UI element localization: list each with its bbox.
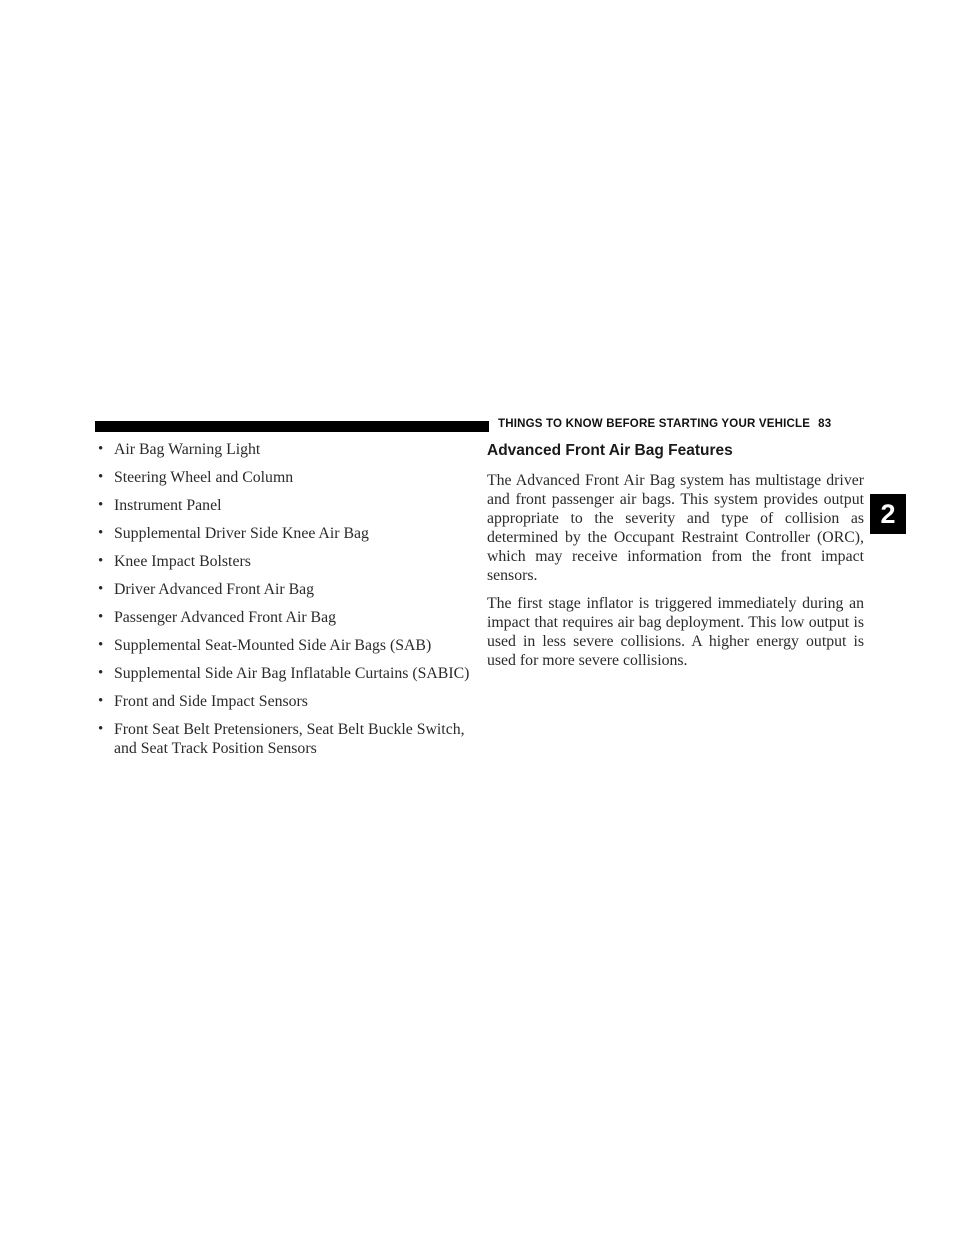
list-item	[96, 440, 481, 459]
list-item-text: Driver Advanced Front Air Bag	[114, 581, 315, 598]
list-item	[96, 552, 481, 571]
list-item	[96, 664, 481, 683]
list-item-text: Knee Impact Bolsters	[114, 553, 251, 570]
section-title: Advanced Front Air Bag Features	[487, 442, 733, 459]
list-item	[96, 692, 481, 711]
list-item	[96, 636, 481, 655]
component-list	[96, 440, 481, 767]
list-item	[96, 468, 481, 487]
list-item-text: Supplemental Seat-Mounted Side Air Bags (SAB)	[114, 637, 432, 654]
list-item	[96, 580, 481, 599]
list-item-text: Air Bag Warning Light	[114, 441, 261, 458]
list-item-text: Instrument Panel	[114, 497, 222, 514]
paragraph: The Advanced Front Air Bag system has multistage driver and front passenger air bags. This system provides output appropriate to the severity and type of collision as determined by the Occupant Restraint Controller (ORC), which may receive information from the front impact sensors.	[487, 472, 864, 584]
bullet-icon: •	[98, 553, 104, 569]
list-item	[96, 720, 481, 758]
chapter-tab: 2	[870, 494, 906, 534]
running-header	[498, 418, 831, 430]
list-item-text: Passenger Advanced Front Air Bag	[114, 609, 336, 626]
bullet-icon: •	[98, 637, 104, 653]
bullet-icon: •	[98, 497, 104, 513]
list-item-text: Supplemental Driver Side Knee Air Bag	[114, 525, 369, 542]
section-advanced-front-air-bag	[487, 440, 864, 679]
list-item	[96, 496, 481, 515]
page-number: 83	[818, 418, 832, 430]
header-title: THINGS TO KNOW BEFORE STARTING YOUR VEHICLE	[498, 418, 811, 430]
paragraph: The first stage inflator is triggered immediately during an impact that requires air bag deployment. This low output is used in less severe collisions. A higher energy output is used for more severe collisions.	[487, 595, 864, 669]
bullet-icon: •	[98, 721, 104, 737]
list-item-text: Front Seat Belt Pretensioners, Seat Belt Buckle Switch, and Seat Track Position Sensors	[114, 721, 465, 757]
bullet-icon: •	[98, 581, 104, 597]
list-item-text: Supplemental Side Air Bag Inflatable Curtains (SABIC)	[114, 665, 470, 682]
bullet-icon: •	[98, 665, 104, 681]
list-item-text: Front and Side Impact Sensors	[114, 693, 308, 710]
bullet-icon: •	[98, 441, 104, 457]
header-rule	[95, 421, 489, 432]
list-item	[96, 524, 481, 543]
bullet-icon: •	[98, 469, 104, 485]
bullet-icon: •	[98, 525, 104, 541]
bullet-icon: •	[98, 609, 104, 625]
bullet-icon: •	[98, 693, 104, 709]
list-item-text: Steering Wheel and Column	[114, 469, 294, 486]
list-item	[96, 608, 481, 627]
